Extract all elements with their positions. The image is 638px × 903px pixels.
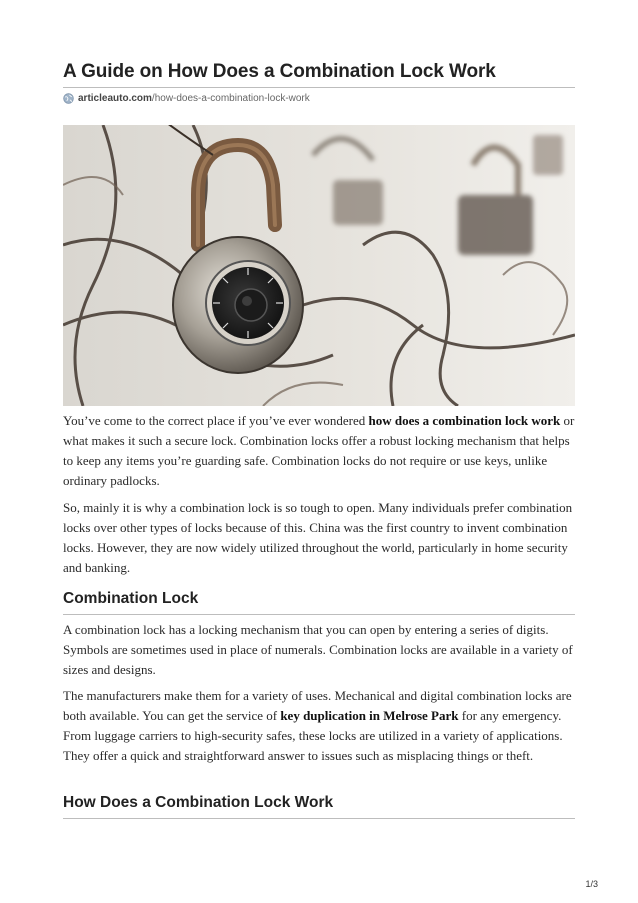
globe-icon	[63, 93, 74, 104]
source-path: /how-does-a-combination-lock-work	[151, 93, 310, 104]
highlight-link-text: key duplication in Melrose Park	[280, 708, 459, 723]
page-title: A Guide on How Does a Combination Lock Work	[63, 61, 496, 82]
highlight-keyword: how does a combination lock work	[368, 413, 561, 428]
source-domain: articleauto.com	[78, 93, 152, 104]
paragraph-uses	[63, 686, 575, 766]
paragraph-history: So, mainly it is why a combination lock is so tough to open. Many individuals prefer combination locks over other types of locks because of this. China was the first country to invent combination locks. However, they are now widely utilized throughout the world, particularly in home security and banking.	[63, 500, 573, 575]
section-heading-combination-lock: Combination Lock	[63, 590, 199, 607]
section-heading-how-it-works: How Does a Combination Lock Work	[63, 794, 334, 811]
paragraph-definition: A combination lock has a locking mechanism that you can open by entering a series of digits. Symbols are sometimes used in place of numerals. Combination locks are available in a variety of sizes and designs.	[63, 622, 573, 677]
title-divider	[63, 87, 575, 88]
intro-text-continued: or what makes it such a secure lock. Combination locks offer a robust locking mechanism that helps to keep any items you’re guarding safe. Combination locks do not require or use keys, unlike ordinary padlocks.	[63, 413, 575, 488]
uses-text: The manufacturers make them for a variety of uses. Mechanical and digital combination locks are both available. You can get the service of	[63, 688, 572, 723]
intro-text: You’ve come to the correct place if you’ve ever wondered	[63, 413, 369, 428]
paragraph-intro	[63, 411, 575, 491]
uses-text-continued: for any emergency. From luggage carriers to high-security safes, these locks are utilized in a variety of applications. They offer a quick and straightforward answer to issues such as misplacing things or theft.	[63, 708, 563, 763]
source-link[interactable]	[63, 93, 310, 104]
section-divider-2	[63, 818, 575, 819]
page-number: 1/3	[585, 879, 598, 889]
padlock-photo	[63, 125, 575, 406]
section-divider	[63, 614, 575, 615]
